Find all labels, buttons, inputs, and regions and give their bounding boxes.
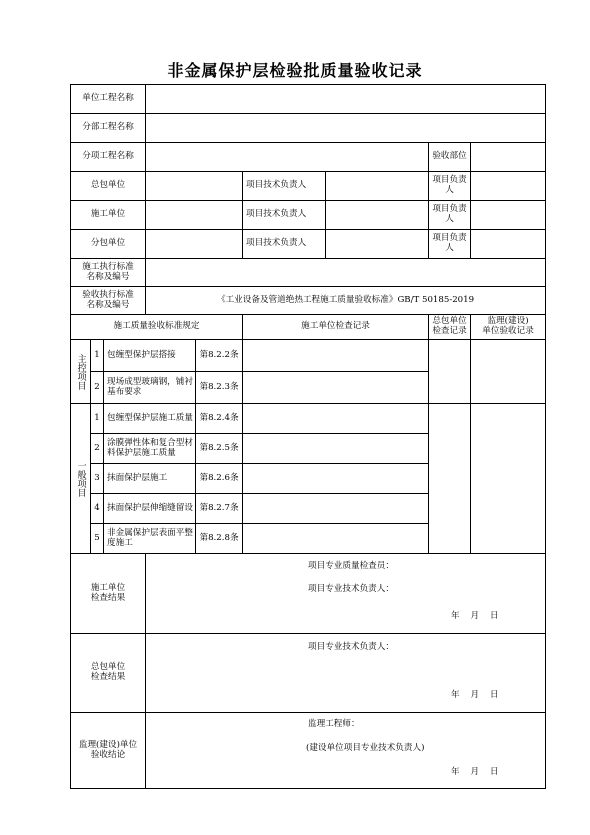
- row-exec-standard: [71, 259, 546, 287]
- item-no: 3: [91, 464, 104, 494]
- label-subcontractor: 分包单位: [71, 230, 146, 259]
- construction-result-signoff[interactable]: [146, 554, 546, 634]
- item-name: 涂膜弹性体和复合型材料保护层施工质量: [104, 434, 196, 464]
- label-exec-standard: 施工执行标准 名称及编号: [71, 259, 146, 287]
- item-check-record[interactable]: [243, 524, 429, 554]
- item-name: 现场成型玻璃钢，铺衬基布要求: [104, 372, 196, 404]
- label-sc-tech-lead: 项目技术负责人: [243, 230, 326, 259]
- item-clause: 第8.2.7条: [196, 494, 243, 524]
- field-general-contractor[interactable]: [146, 172, 243, 201]
- row-gc-result: [71, 634, 546, 713]
- label-gc-tech-lead: 项目技术负责人: [243, 172, 326, 201]
- row-column-headers: [71, 315, 546, 340]
- item-no: 1: [91, 340, 104, 372]
- label-cu-project-lead: 项目负责人: [429, 201, 471, 230]
- supervisor-conclusion-label: 监理(建设)单位 验收结论: [71, 713, 146, 789]
- field-acceptance-part[interactable]: [471, 143, 546, 172]
- field-gc-project-lead[interactable]: [471, 172, 546, 201]
- item-name: 包缠型保护层施工质量: [104, 404, 196, 434]
- item-name: 抹面保护层施工: [104, 464, 196, 494]
- item-no: 2: [91, 372, 104, 404]
- row-construction-unit: [71, 201, 546, 230]
- label-sc-project-lead: 项目负责人: [429, 230, 471, 259]
- item-clause: 第8.2.8条: [196, 524, 243, 554]
- label-acceptance-part: 验收部位: [429, 143, 471, 172]
- field-construction-unit[interactable]: [146, 201, 243, 230]
- item-no: 4: [91, 494, 104, 524]
- item-name: 包缠型保护层搭接: [104, 340, 196, 372]
- gc-date: 年 月 日: [451, 690, 499, 700]
- tech-lead-sign-label: 项目专业技术负责人：: [308, 584, 394, 594]
- item-clause: 第8.2.5条: [196, 434, 243, 464]
- item-clause: 第8.2.2条: [196, 340, 243, 372]
- row-accept-standard: [71, 287, 546, 315]
- field-unit-project[interactable]: [146, 85, 546, 114]
- item-clause: 第8.2.4条: [196, 404, 243, 434]
- item-clause: 第8.2.3条: [196, 372, 243, 404]
- label-cu-tech-lead: 项目技术负责人: [243, 201, 326, 230]
- gc-result-label: 总包单位 检查结果: [71, 634, 146, 713]
- row-item-project: [71, 143, 546, 172]
- col-header-spec: 施工质量验收标准规定: [71, 315, 243, 340]
- owner-tech-lead-label: (建设单位项目专业技术负责人): [306, 743, 425, 753]
- value-accept-standard: 《工业设备及管道绝热工程施工质量验收标准》GB/T 50185-2019: [146, 287, 546, 315]
- item-no: 2: [91, 434, 104, 464]
- label-sub-project: 分部工程名称: [71, 114, 146, 143]
- field-sub-project[interactable]: [146, 114, 546, 143]
- main-control-supervisor-check[interactable]: [471, 340, 546, 404]
- general-supervisor-check[interactable]: [471, 404, 546, 554]
- field-sc-project-lead[interactable]: [471, 230, 546, 259]
- supervisor-engineer-label: 监理工程师：: [308, 719, 360, 729]
- col-header-supervisor-check: 监理(建设) 单位验收记录: [471, 315, 546, 340]
- label-general-contractor: 总包单位: [71, 172, 146, 201]
- row-construction-result: [71, 554, 546, 634]
- document-title: 非金属保护层检验批质量验收记录: [167, 61, 423, 80]
- supervisor-conclusion-signoff[interactable]: [146, 713, 546, 789]
- acceptance-form-table: [70, 84, 546, 789]
- field-exec-standard[interactable]: [146, 259, 546, 287]
- construction-date: 年 月 日: [451, 611, 499, 621]
- general-label: 一般项目: [71, 404, 91, 554]
- item-check-record[interactable]: [243, 340, 429, 372]
- item-name: 抹面保护层伸缩缝留设: [104, 494, 196, 524]
- gc-tech-lead-sign-label: 项目专业技术负责人：: [308, 642, 394, 652]
- item-no: 5: [91, 524, 104, 554]
- item-check-record[interactable]: [243, 372, 429, 404]
- row-unit-project: [71, 85, 546, 114]
- field-cu-tech-lead[interactable]: [326, 201, 429, 230]
- row-subcontractor: [71, 230, 546, 259]
- label-gc-project-lead: 项目负责人: [429, 172, 471, 201]
- col-header-check: 施工单位检查记录: [243, 315, 429, 340]
- field-item-project[interactable]: [146, 143, 429, 172]
- construction-result-label: 施工单位 检查结果: [71, 554, 146, 634]
- field-cu-project-lead[interactable]: [471, 201, 546, 230]
- label-unit-project: 单位工程名称: [71, 85, 146, 114]
- table-row: [71, 340, 546, 372]
- label-accept-standard: 验收执行标准 名称及编号: [71, 287, 146, 315]
- item-clause: 第8.2.6条: [196, 464, 243, 494]
- table-row: [71, 404, 546, 434]
- row-general-contractor: [71, 172, 546, 201]
- label-construction-unit: 施工单位: [71, 201, 146, 230]
- main-control-gc-check[interactable]: [429, 340, 471, 404]
- field-sc-tech-lead[interactable]: [326, 230, 429, 259]
- main-control-label: 主控项目: [71, 340, 91, 404]
- item-no: 1: [91, 404, 104, 434]
- field-subcontractor[interactable]: [146, 230, 243, 259]
- row-sub-project: [71, 114, 546, 143]
- row-supervisor-conclusion: [71, 713, 546, 789]
- supervisor-date: 年 月 日: [451, 767, 499, 777]
- gc-result-signoff[interactable]: [146, 634, 546, 713]
- general-gc-check[interactable]: [429, 404, 471, 554]
- field-gc-tech-lead[interactable]: [326, 172, 429, 201]
- item-check-record[interactable]: [243, 434, 429, 464]
- col-header-gc-check: 总包单位 检查记录: [429, 315, 471, 340]
- item-name: 非金属保护层表面平整度施工: [104, 524, 196, 554]
- label-item-project: 分项工程名称: [71, 143, 146, 172]
- item-check-record[interactable]: [243, 404, 429, 434]
- quality-inspector-label: 项目专业质量检查员：: [308, 561, 394, 571]
- item-check-record[interactable]: [243, 494, 429, 524]
- item-check-record[interactable]: [243, 464, 429, 494]
